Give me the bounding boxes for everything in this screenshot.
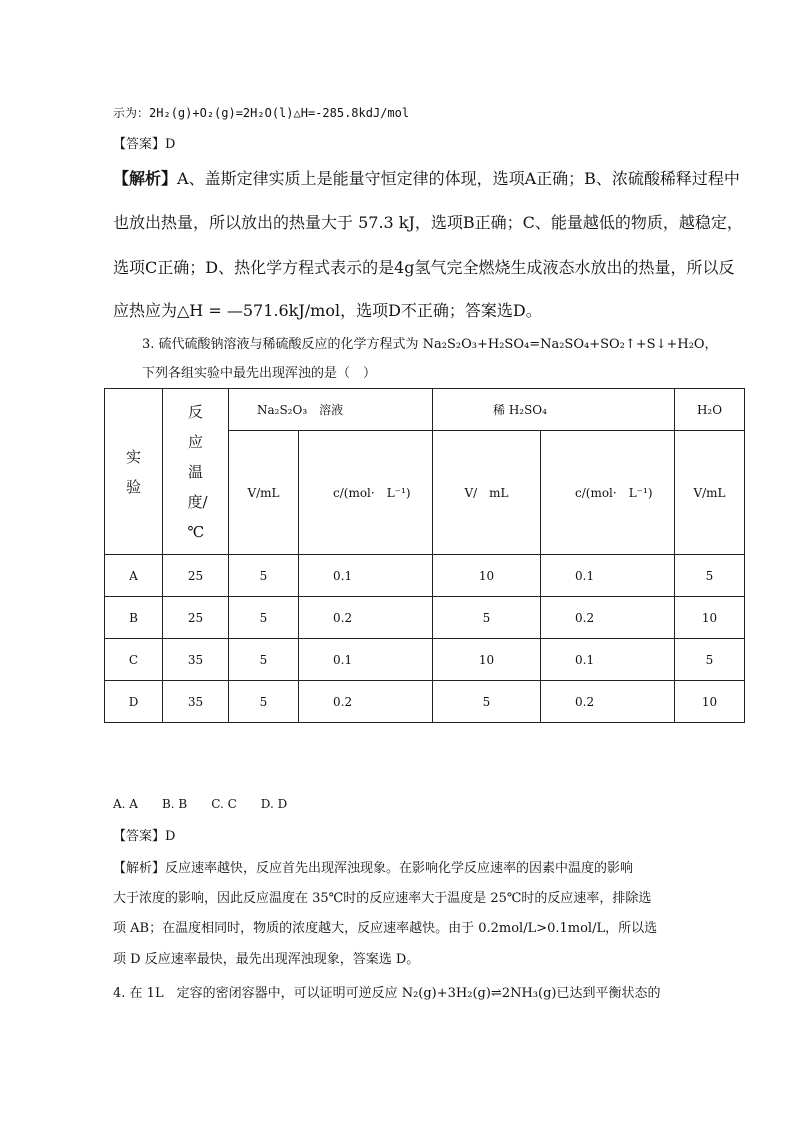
cell-c2: 0.1 [541,555,675,597]
q3-analysis-line-3: 项 AB；在温度相同时，物质的浓度越大，反应速率越快。由于 0.2mol/L>0.1mol/L，所以选 [113,921,658,936]
cell-v3: 5 [675,555,745,597]
header-v1: V/mL [229,431,299,555]
q2-analysis-line-1 [113,166,740,189]
equation-prefix: 示为： [113,106,150,120]
cell-exp: B [105,597,163,639]
answer-value: D [165,137,176,152]
cell-temp: 35 [163,681,229,723]
cell-v2: 5 [433,597,541,639]
q3-analysis-line-2: 大于浓度的影响，因此反应温度在 35℃时的反应速率大于温度是 25℃时的反应速率，排除选 [113,891,652,906]
q3-options: A. A B. B C. C D. D [113,797,288,811]
cell-c1: 0.1 [299,555,433,597]
q3-question: 下列各组实验中最先出现浑浊的是（ ） [142,366,377,381]
cell-c2: 0.1 [541,639,675,681]
table-row [105,555,745,597]
cell-v1: 5 [229,681,299,723]
cell-c1: 0.2 [299,681,433,723]
cell-c1: 0.2 [299,597,433,639]
header-na2s2o3: Na₂S₂O₃ 溶液 [229,389,433,431]
answer-value: D [165,829,176,844]
analysis-label: 【解析】 [113,861,166,876]
table-row [105,639,745,681]
table-row [105,681,745,723]
header-c2: c/(mol· L⁻¹) [541,431,675,555]
table-row [105,597,745,639]
header-c1: c/(mol· L⁻¹) [299,431,433,555]
q2-analysis-line-3: 选项C正确；D、热化学方程式表示的是4g氢气完全燃烧生成液态水放出的热量，所以反 [113,258,735,277]
q2-analysis-line-2: 也放出热量，所以放出的热量大于 57.3 kJ，选项B正确；C、能量越低的物质，越稳定， [113,213,743,232]
cell-v3: 10 [675,597,745,639]
header-v3: V/mL [675,431,745,555]
cell-temp: 35 [163,639,229,681]
q3-answer [113,825,175,844]
q4-stem: 4. 在 1L 定容的密闭容器中，可以证明可逆反应 N₂(g)+3H₂(g)⇌2NH₃(g)已达到平衡状态的 [113,986,661,1001]
header-h2so4: 稀 H₂SO₄ [433,389,675,431]
analysis-text: 反应速率越快，反应首先出现浑浊现象。在影响化学反应速率的因素中温度的影响 [165,861,634,876]
cell-c1: 0.1 [299,639,433,681]
answer-label: 【答案】 [113,137,166,152]
cell-exp: A [105,555,163,597]
q3-analysis-line-4: 项 D 反应速率最快，最先出现浑浊现象，答案选 D。 [113,952,420,967]
cell-v1: 5 [229,597,299,639]
equation-text: 2H₂(g)+O₂(g)=2H₂O(l)△H=-285.8kdJ/mol [149,106,410,120]
analysis-text: A、盖斯定律实质上是能量守恒定律的体现，选项A正确；B、浓硫酸稀释过程中 [177,169,740,188]
equation-line [113,104,409,121]
cell-c2: 0.2 [541,681,675,723]
cell-v1: 5 [229,555,299,597]
q3-stem: 3. 硫代硫酸钠溶液与稀硫酸反应的化学方程式为 Na₂S₂O₃+H₂SO₄=Na₂SO₄+SO₂↑+S↓+H₂O， [142,337,718,352]
cell-v1: 5 [229,639,299,681]
cell-v3: 10 [675,681,745,723]
q2-analysis-line-4: 应热应为△H = —571.6kJ/mol，选项D不正确；答案选D。 [113,301,542,320]
analysis-label: 【解析】 [113,169,178,188]
header-h2o: H₂O [675,389,745,431]
cell-temp: 25 [163,555,229,597]
header-v2: V/ mL [433,431,541,555]
header-experiment: 实验 [105,389,163,555]
cell-v2: 10 [433,555,541,597]
header-temperature: 反应温度/℃ [163,389,229,555]
cell-v2: 10 [433,639,541,681]
experiment-table [104,388,745,723]
answer-label: 【答案】 [113,829,166,844]
cell-temp: 25 [163,597,229,639]
q3-analysis-line-1 [113,857,633,876]
cell-v2: 5 [433,681,541,723]
cell-exp: D [105,681,163,723]
cell-v3: 5 [675,639,745,681]
q2-answer [113,133,175,152]
cell-c2: 0.2 [541,597,675,639]
cell-exp: C [105,639,163,681]
